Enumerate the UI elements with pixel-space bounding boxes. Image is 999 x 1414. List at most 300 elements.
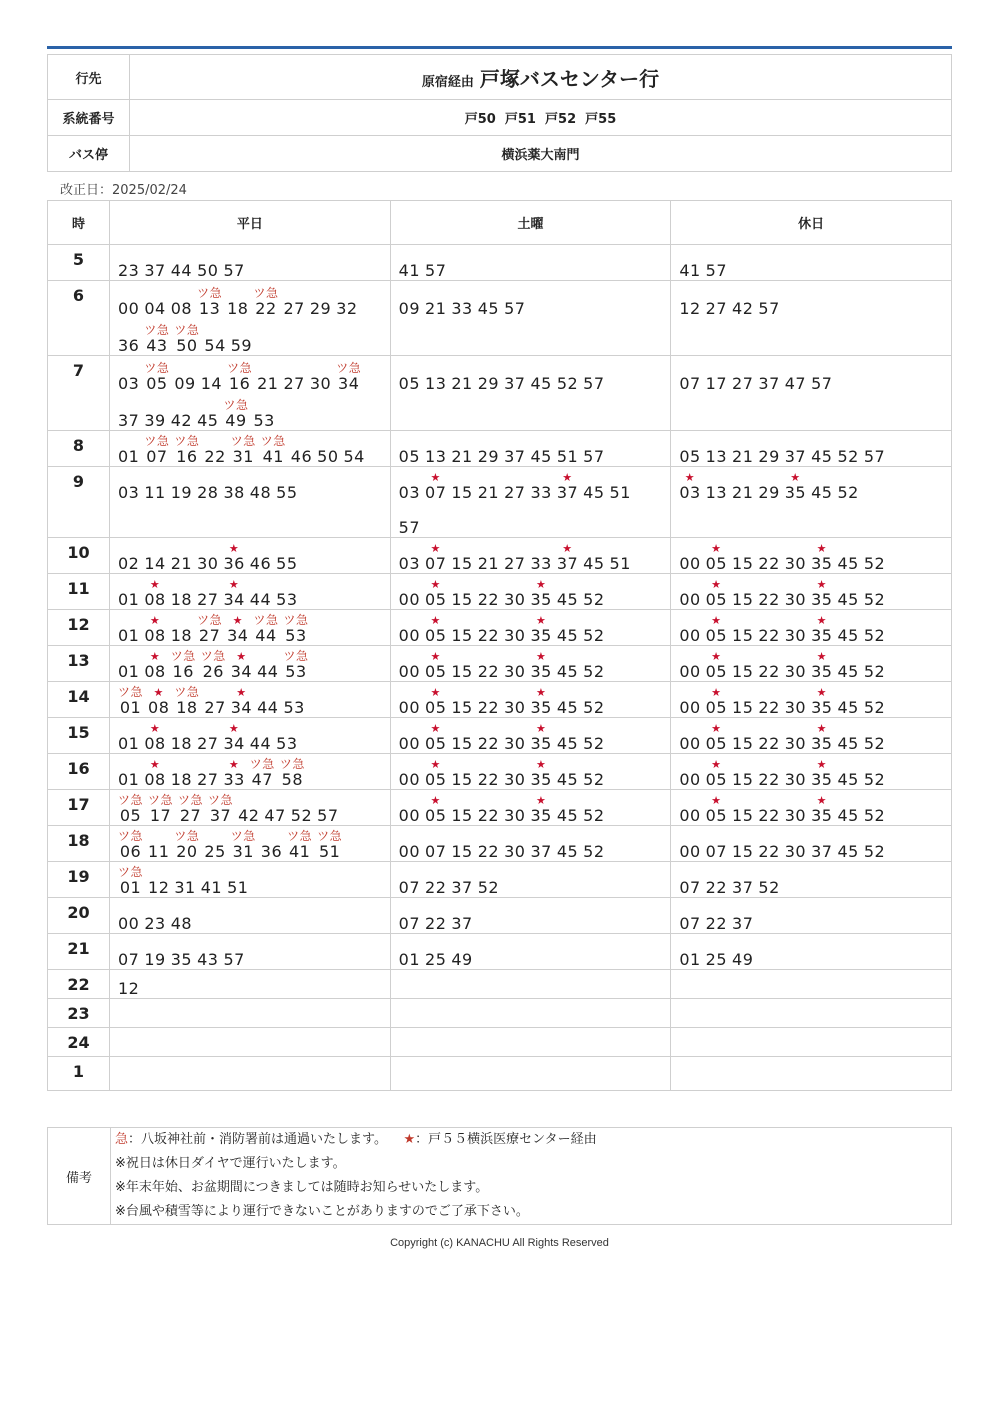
table-row [48,754,952,790]
minute-value: 45 [811,483,833,503]
departure-time [504,735,525,753]
table-row [48,356,952,431]
table-row [48,1057,952,1091]
minute-value: 51 [318,842,341,862]
departure-time [283,300,304,318]
departure-time [310,300,331,318]
minute-value: 49 [225,411,247,431]
minute-value: 52 [583,626,605,646]
departure-time [118,448,139,466]
legend-line [115,1128,951,1152]
bus-stop-label: バス停 [48,136,130,172]
departure-time [837,771,858,789]
departure-time [223,484,244,502]
minute-value: 29 [477,447,500,467]
minute-value: 01 [118,626,140,646]
departure-time [201,650,226,681]
departure-time [811,579,832,609]
departure-time [530,843,551,861]
star-icon: ★ [535,578,547,592]
minute-value: 18 [170,590,193,610]
times-line [118,934,390,969]
minute-value: 05 [705,662,728,682]
minute-value: 57 [398,518,421,538]
departure-time [837,448,858,466]
minute-value: 25 [425,950,447,970]
departure-time [732,555,753,573]
departure-time [257,663,278,681]
departure-time [785,591,806,609]
departure-time [171,262,192,280]
star-icon: ★ [228,542,240,556]
departure-time [785,699,806,717]
minute-value: 18 [170,734,193,754]
departure-time [610,484,631,502]
departure-time [227,300,248,318]
departure-time [478,448,499,466]
minute-value: 37 [556,483,579,503]
notes-content [111,1128,952,1225]
minute-value: 45 [837,806,859,826]
departure-time [864,555,885,573]
minute-value: 41 [200,878,223,898]
minute-value: 45 [556,662,579,682]
minute-value: 15 [451,770,473,790]
express-mark: ツ急 [118,685,144,700]
times-line [679,610,951,645]
express-mark: ツ急 [249,757,275,772]
departure-time [706,651,727,681]
departure-time [399,591,420,609]
departure-time [785,375,806,393]
minute-value: 44 [249,734,272,754]
departure-time [557,375,578,393]
minute-value: 36 [223,554,245,574]
minute-value: 00 [679,770,701,790]
minute-value: 52 [837,483,859,503]
departure-time [223,543,244,573]
departure-time [583,484,604,502]
star-icon: ★ [430,650,441,664]
minute-value: 34 [230,662,253,682]
departure-time [231,830,256,861]
departure-time [811,448,832,466]
minute-value: 00 [398,698,421,718]
minute-value: 53 [276,734,298,754]
minute-value: 22 [425,878,447,898]
revision-date: 改正日：2025/02/24 [60,183,187,198]
departure-time [478,555,499,573]
holiday-times-cell [671,754,952,790]
departure-time [504,591,525,609]
times-line [679,245,951,280]
minute-value: 37 [732,878,754,898]
minute-value: 22 [477,590,500,610]
star-icon: ★ [816,794,827,808]
hour-cell: 18 [48,826,110,862]
departure-time [758,375,779,393]
minute-value: 27 [705,299,728,319]
departure-time [253,287,278,318]
departure-time [864,699,885,717]
minute-value: 15 [732,590,754,610]
departure-time [478,699,499,717]
times-line [399,431,671,466]
departure-time [118,830,143,861]
minute-value: 29 [309,299,332,319]
departure-time [864,448,885,466]
star-icon: ★ [535,794,547,808]
minute-value: 15 [451,554,473,574]
minute-value: 00 [679,806,701,826]
minute-value: 22 [255,299,277,319]
departure-time [679,300,700,318]
departure-time [679,448,700,466]
saturday-times-cell [390,538,671,574]
express-mark: ツ急 [317,829,343,844]
departure-time [425,723,446,753]
departure-time [583,699,604,717]
departure-time [425,472,446,502]
departure-time [238,807,259,825]
weekday-times-cell [110,970,391,999]
departure-time [144,915,165,933]
departure-time [451,627,472,645]
minute-value: 14 [200,374,223,394]
minute-value: 45 [837,626,859,646]
minute-value: 44 [255,626,277,646]
holiday-note: ※祝日は休日ダイヤで運行いたします。 [115,1156,346,1171]
departure-time [732,699,753,717]
departure-time [706,795,727,825]
departure-time [758,843,779,861]
departure-time [171,555,192,573]
minute-value: 35 [530,734,552,754]
times-line [118,826,390,861]
minute-value: 05 [425,734,447,754]
departure-time [171,735,192,753]
departure-time [223,951,244,969]
departure-time [201,879,222,897]
departure-time [144,262,165,280]
departure-time [317,448,338,466]
holiday-times-cell [671,538,952,574]
departure-time [732,915,753,933]
saturday-times-cell [390,934,671,970]
minute-value: 34 [223,734,245,754]
departure-time [706,448,727,466]
minute-value: 21 [257,374,279,394]
weekday-times-cell [110,610,391,646]
minute-value: 57 [811,374,833,394]
table-row [48,1028,952,1057]
departure-time [118,484,139,502]
departure-time [837,591,858,609]
minute-value: 42 [732,299,754,319]
departure-time [451,591,472,609]
departure-time [785,472,806,502]
star-icon: ★ [535,758,547,772]
minute-value: 22 [477,770,500,790]
times-line [679,826,951,861]
minute-value: 44 [257,662,279,682]
departure-time [732,300,753,318]
star-icon: ★ [236,686,247,700]
hour-cell: 21 [48,934,110,970]
minute-value: 58 [281,770,303,790]
departure-time [399,300,420,318]
minute-value: 44 [170,261,193,281]
departure-time [504,771,525,789]
minute-value: 27 [179,806,202,826]
minute-value: 48 [170,914,193,934]
minute-value: 52 [583,698,605,718]
departure-time [451,843,472,861]
holiday-times-cell [671,610,952,646]
times-line [118,754,390,789]
departure-time [583,591,604,609]
hour-cell: 7 [48,356,110,431]
departure-time [837,807,858,825]
minute-value: 45 [837,770,859,790]
departure-time [679,915,700,933]
departure-time [118,300,139,318]
times-line [118,281,390,318]
departure-time [478,735,499,753]
weekday-header: 平日 [110,201,391,245]
departure-time [583,771,604,789]
departure-time [425,262,446,280]
minute-value: 57 [863,447,886,467]
minute-value: 31 [232,842,254,862]
departure-time [785,663,806,681]
minute-value: 01 [118,770,140,790]
minute-value: 05 [705,806,728,826]
minute-value: 15 [451,842,473,862]
minute-value: 05 [425,590,447,610]
minute-value: 04 [144,299,166,319]
minute-value: 08 [148,698,170,718]
minute-value: 57 [583,447,605,467]
minute-value: 45 [197,411,219,431]
times-line [399,790,671,825]
minute-value: 07 [425,483,447,503]
table-row [48,898,952,934]
departure-time [148,843,169,861]
departure-time [758,879,779,897]
departure-time [679,771,700,789]
departure-time [174,324,199,355]
departure-time [291,448,312,466]
star-icon: ★ [711,614,722,628]
star-icon: ★ [232,614,243,628]
departure-time [118,771,139,789]
minute-value: 57 [223,950,245,970]
departure-time [530,651,551,681]
departure-time [451,735,472,753]
table-row [48,281,952,356]
star-icon: ★ [816,758,827,772]
saturday-times-cell [390,574,671,610]
departure-time [811,543,832,573]
minute-value: 45 [556,698,579,718]
minute-value: 22 [758,734,780,754]
minute-value: 05 [425,662,447,682]
departure-time [197,591,218,609]
departure-time [227,362,252,393]
departure-time [204,699,225,717]
express-mark: ツ急 [174,829,200,844]
departure-time [399,699,420,717]
express-mark: ツ急 [336,361,362,376]
times-line [399,646,671,681]
departure-time [118,412,139,430]
top-rule [47,46,952,49]
minute-value: 07 [705,842,728,862]
holiday-times-cell [671,281,952,356]
departure-time [399,519,420,537]
departure-time [276,555,297,573]
minute-value: 50 [317,447,339,467]
minute-value: 15 [451,698,473,718]
star-icon: ★ [430,722,441,736]
minute-value: 52 [583,770,605,790]
minute-value: 08 [144,734,166,754]
saturday-times-cell [390,999,671,1028]
minute-value: 35 [811,590,833,610]
minute-value: 07 [398,878,421,898]
minute-value: 00 [679,662,701,682]
hour-cell: 22 [48,970,110,999]
minute-value: 05 [119,806,142,826]
saturday-times-cell [390,826,671,862]
minute-value: 30 [504,626,526,646]
minute-value: 50 [176,336,198,356]
star-icon: ★ [562,471,573,485]
minute-value: 39 [144,411,166,431]
departure-time [425,915,446,933]
minute-value: 38 [223,483,245,503]
minute-value: 57 [317,806,339,826]
minute-value: 52 [583,806,605,826]
minute-value: 22 [758,842,780,862]
minute-value: 36 [118,336,140,356]
times-line [399,718,671,753]
departure-time [250,484,271,502]
weekday-times-cell [110,718,391,754]
times-line [118,574,390,609]
times-line [679,467,951,502]
hour-cell: 9 [48,467,110,538]
hour-cell: 6 [48,281,110,356]
departure-time [679,627,700,645]
minute-value: 25 [204,842,226,862]
departure-time [557,663,578,681]
minute-value: 35 [170,950,193,970]
minute-value: 13 [425,374,447,394]
departure-time [758,807,779,825]
minute-value: 30 [784,698,807,718]
table-row [48,826,952,862]
departure-time [451,807,472,825]
minute-value: 15 [732,626,754,646]
departure-time [231,651,252,681]
minute-value: 30 [784,554,807,574]
minute-value: 15 [732,698,754,718]
departure-time [174,879,195,897]
minute-value: 22 [705,914,728,934]
minute-value: 07 [425,554,447,574]
departure-time [118,337,139,355]
departure-time [144,723,165,753]
minute-value: 35 [530,590,552,610]
star-icon: ★ [535,722,547,736]
times-line [118,356,390,393]
minute-value: 18 [170,770,193,790]
minute-value: 30 [784,806,807,826]
departure-time [530,484,551,502]
minute-value: 07 [118,950,140,970]
departure-time [451,699,472,717]
star-icon: ★ [816,650,827,664]
minute-value: 22 [758,554,780,574]
departure-time [864,663,885,681]
hour-cell: 23 [48,999,110,1028]
minute-value: 00 [679,842,701,862]
departure-time [118,591,139,609]
minute-value: 30 [784,662,807,682]
times-line [118,970,390,998]
minute-value: 06 [119,842,142,862]
departure-time [425,843,446,861]
via-text: 原宿経由 [421,74,474,90]
departure-time [276,591,297,609]
destination-value [130,55,952,100]
minute-value: 05 [705,590,728,610]
minute-value: 37 [451,914,473,934]
departure-time [478,807,499,825]
minute-value: 45 [556,842,579,862]
weekday-times-cell [110,356,391,431]
minute-value: 08 [144,770,166,790]
departure-time [425,951,446,969]
minute-value: 15 [732,734,754,754]
departure-time [144,435,169,466]
route-numbers: 戸50 戸51 戸52 戸55 [130,100,952,136]
minute-value: 23 [144,914,166,934]
saturday-times-cell [390,610,671,646]
departure-time [864,807,885,825]
departure-time [732,484,753,502]
star-icon: ★ [535,686,547,700]
departure-time [557,807,578,825]
express-mark: ツ急 [174,434,200,449]
minute-value: 27 [204,698,226,718]
minute-value: 08 [170,299,193,319]
departure-time [785,807,806,825]
departure-time [811,484,832,502]
departure-time [280,758,305,789]
departure-time [250,735,271,753]
minute-value: 57 [758,299,780,319]
minute-value: 46 [290,447,313,467]
minute-value: 05 [146,374,168,394]
minute-value: 14 [144,554,166,574]
times-line [679,281,951,318]
times-line [118,646,390,681]
table-row [48,862,952,898]
minute-value: 22 [758,806,780,826]
